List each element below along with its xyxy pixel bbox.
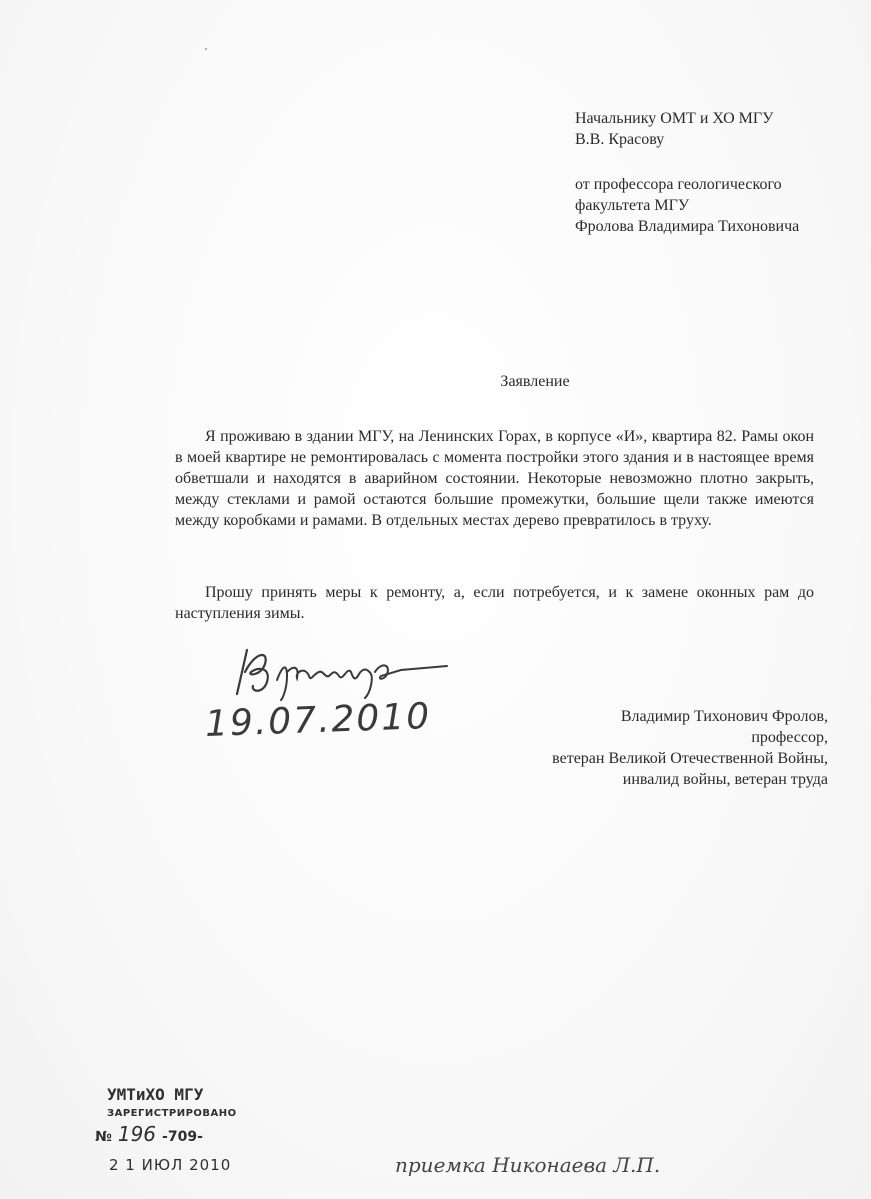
stamp-org: УМТиХО МГУ xyxy=(107,1085,204,1104)
sender-line-1: от профессора геологического xyxy=(575,176,782,193)
stamp-registered: ЗАРЕГИСТРИРОВАНО xyxy=(107,1108,237,1119)
stamp-number xyxy=(95,1122,237,1146)
sender-block xyxy=(575,174,865,237)
handwritten-signature xyxy=(225,642,465,702)
addressee-line-2: В.В. Красову xyxy=(575,131,665,148)
sender-line-3: Фролова Владимира Тихоновича xyxy=(575,218,800,235)
handwritten-date: 19.07.2010 xyxy=(204,696,432,745)
addressee-block xyxy=(575,108,865,150)
sender-line-2: факультета МГУ xyxy=(575,197,690,214)
stamp-number-handwritten: 196 xyxy=(117,1122,157,1146)
stamp-number-prefix: № xyxy=(95,1129,112,1145)
signer-name: Владимир Тихонович Фролов, xyxy=(620,708,828,725)
body-paragraph-1: Я проживаю в здании МГУ, на Ленинских Горах, в корпусе «И», квартира 82. Рамы окон в моей квартире не ремонтировалась с момента постройки этого здания и в настоящее время обветшали и находятся в аварийном состоянии. Некоторые невозможно плотно закрыть, между стеклами и рамой остаются большие промежутки, большие щели также имеются между коробками и рамами. В отдельных местах дерево превратилось в труху. xyxy=(175,428,814,529)
body-paragraph-2: Прошу принять меры к ремонту, а, если потребуется, и к замене оконных рам до наступления зимы. xyxy=(175,584,814,622)
signer-status-2: инвалид войны, ветеран труда xyxy=(622,771,828,788)
signer-position: профессор, xyxy=(751,729,828,746)
scan-speck xyxy=(205,48,207,50)
stamp-date: 2 1 ИЮЛ 2010 xyxy=(109,1156,232,1174)
signer-status-1: ветеран Великой Отечественной Войны, xyxy=(552,750,828,767)
addressee-line-1: Начальнику ОМТ и ХО МГУ xyxy=(575,110,774,127)
signature-block xyxy=(468,706,828,790)
handwritten-receipt-note: приемка Никонаева Л.П. xyxy=(395,1153,661,1177)
document-title: Заявление xyxy=(500,373,570,390)
stamp-number-suffix: -709- xyxy=(162,1129,203,1145)
registration-stamp xyxy=(95,1085,237,1174)
